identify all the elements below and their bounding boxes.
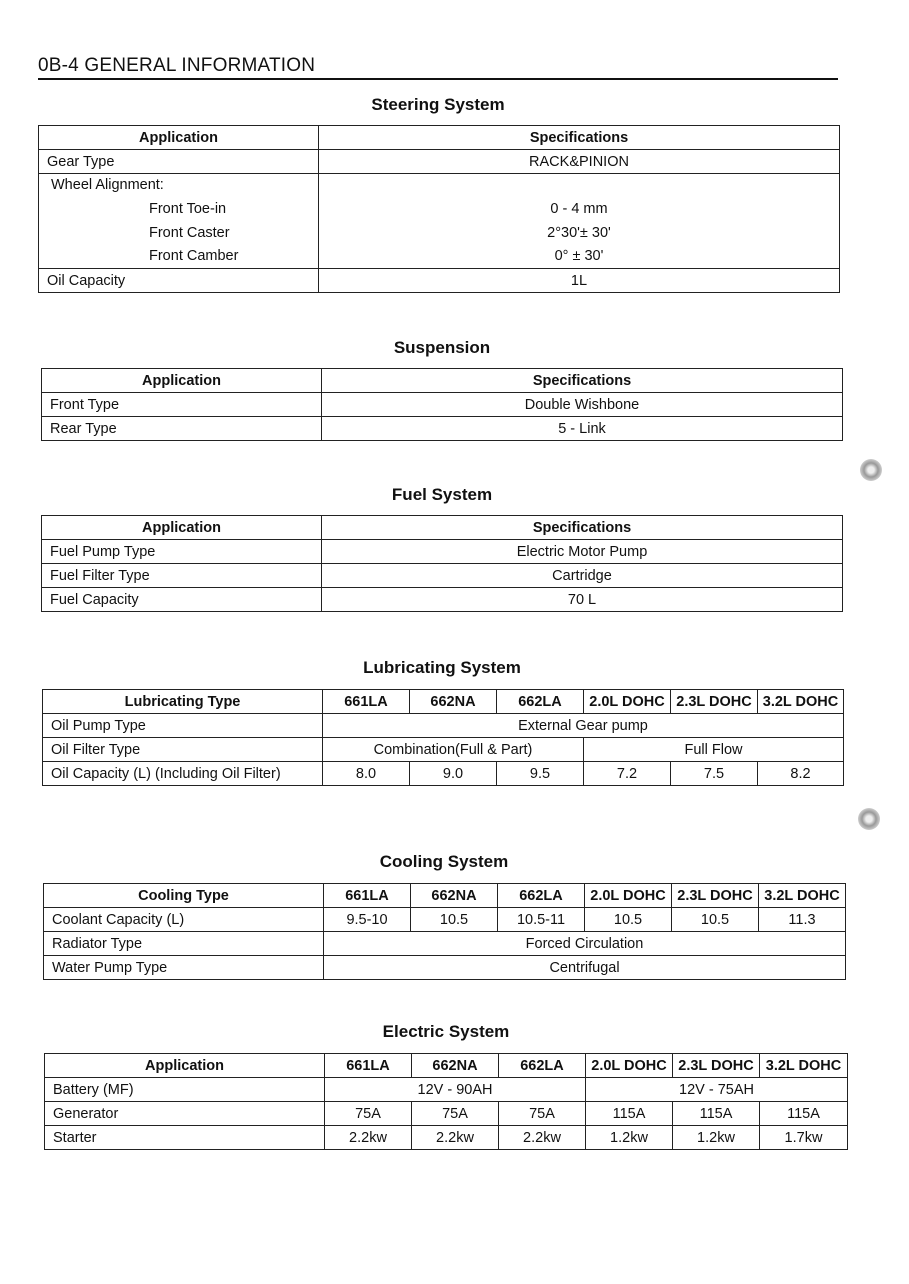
row-label: Gear Type [39,150,319,174]
cell-value: 75A [499,1102,586,1126]
row-label: Starter [45,1126,325,1150]
cell-value: 1.7kw [760,1126,848,1150]
steering-table [38,125,840,293]
row-value: Cartridge [322,564,843,588]
col-header-engine: 662LA [499,1054,586,1078]
col-header-engine: 662LA [498,884,585,908]
cell-value: 8.0 [323,762,410,786]
row-label: Coolant Capacity (L) [44,908,324,932]
col-header-application: Application [42,369,322,393]
cell-value: 9.0 [410,762,497,786]
wheel-alignment-values [319,174,840,269]
col-header-engine: 3.2L DOHC [760,1054,848,1078]
col-header-engine: 2.3L DOHC [672,884,759,908]
page-title: 0B-4 GENERAL INFORMATION [38,55,316,76]
row-label: Fuel Capacity [42,588,322,612]
cell-value: 9.5 [497,762,584,786]
cell-value: 8.2 [758,762,844,786]
row-label: Front Caster [149,225,230,241]
row-value: 1L [319,269,840,293]
col-header-engine: 661LA [325,1054,412,1078]
col-header-engine: 662LA [497,690,584,714]
row-value: 0 - 4 mm [550,201,608,217]
row-label: Radiator Type [44,932,324,956]
row-label: Front Toe-in [149,201,227,217]
row-value: Forced Circulation [324,932,846,956]
cell-value: 10.5-11 [498,908,585,932]
cell-value: 115A [586,1102,673,1126]
col-header-application: Application [39,126,319,150]
row-label: Oil Capacity (L) (Including Oil Filter) [43,762,323,786]
row-label: Front Type [42,393,322,417]
row-value: Electric Motor Pump [322,540,843,564]
binder-hole-icon [858,808,880,830]
col-header-engine: 3.2L DOHC [759,884,846,908]
cell-value: 1.2kw [586,1126,673,1150]
col-header-lubricating-type: Lubricating Type [43,690,323,714]
fuel-title: Fuel System [391,485,493,504]
suspension-title: Suspension [393,338,491,357]
cell-value: 75A [325,1102,412,1126]
cell-value: 10.5 [672,908,759,932]
row-value: Centrifugal [324,956,846,980]
col-header-specifications: Specifications [322,369,843,393]
row-value: 5 - Link [322,417,843,441]
cell-value: 2.2kw [412,1126,499,1150]
cell-value: 10.5 [411,908,498,932]
col-header-engine: 661LA [323,690,410,714]
col-header-engine: 3.2L DOHC [758,690,844,714]
binder-hole-icon [860,459,882,481]
lubricating-title: Lubricating System [363,658,521,677]
row-label: Oil Filter Type [43,738,323,762]
row-label: Rear Type [42,417,322,441]
cell-value: 9.5-10 [324,908,411,932]
row-label: Oil Capacity [39,269,319,293]
lubricating-table [42,689,844,786]
cell-value: 2.2kw [325,1126,412,1150]
col-header-application: Application [45,1054,325,1078]
electric-table [44,1053,848,1150]
row-label: Battery (MF) [45,1078,325,1102]
suspension-table [41,368,843,441]
fuel-table [41,515,843,612]
col-header-engine: 662NA [411,884,498,908]
cell-value: 1.2kw [673,1126,760,1150]
row-label: Fuel Filter Type [42,564,322,588]
col-header-specifications: Specifications [322,516,843,540]
col-header-application: Application [42,516,322,540]
row-label: Oil Pump Type [43,714,323,738]
row-label: Fuel Pump Type [42,540,322,564]
row-value: RACK&PINION [319,150,840,174]
cooling-title: Cooling System [379,852,509,871]
cell-value: 75A [412,1102,499,1126]
page-header [38,56,838,80]
row-value: Combination(Full & Part) [323,738,584,762]
col-header-engine: 662NA [412,1054,499,1078]
cell-value: 11.3 [759,908,846,932]
row-value: 70 L [322,588,843,612]
col-header-engine: 2.0L DOHC [586,1054,673,1078]
col-header-cooling-type: Cooling Type [44,884,324,908]
cell-value: 115A [760,1102,848,1126]
col-header-engine: 2.3L DOHC [673,1054,760,1078]
cell-value: 7.2 [584,762,671,786]
row-value: External Gear pump [323,714,844,738]
row-value: Full Flow [584,738,844,762]
col-header-engine: 662NA [410,690,497,714]
cell-value: 115A [673,1102,760,1126]
cell-value: 2.2kw [499,1126,586,1150]
row-label: Water Pump Type [44,956,324,980]
col-header-engine: 2.3L DOHC [671,690,758,714]
row-value: 12V - 75AH [586,1078,848,1102]
cell-value: 10.5 [585,908,672,932]
row-label: Generator [45,1102,325,1126]
cell-value: 7.5 [671,762,758,786]
col-header-engine: 2.0L DOHC [584,690,671,714]
row-value: Double Wishbone [322,393,843,417]
col-header-engine: 661LA [324,884,411,908]
row-value: 12V - 90AH [325,1078,586,1102]
steering-title: Steering System [371,95,505,114]
wheel-alignment-cell [39,174,319,269]
electric-title: Electric System [382,1022,510,1041]
col-header-engine: 2.0L DOHC [585,884,672,908]
col-header-specifications: Specifications [319,126,840,150]
row-value: 2°30'± 30' [547,225,611,241]
row-value: 0° ± 30' [554,248,604,264]
cooling-table [43,883,846,980]
row-label: Wheel Alignment: [51,177,164,193]
row-label: Front Camber [149,248,239,264]
